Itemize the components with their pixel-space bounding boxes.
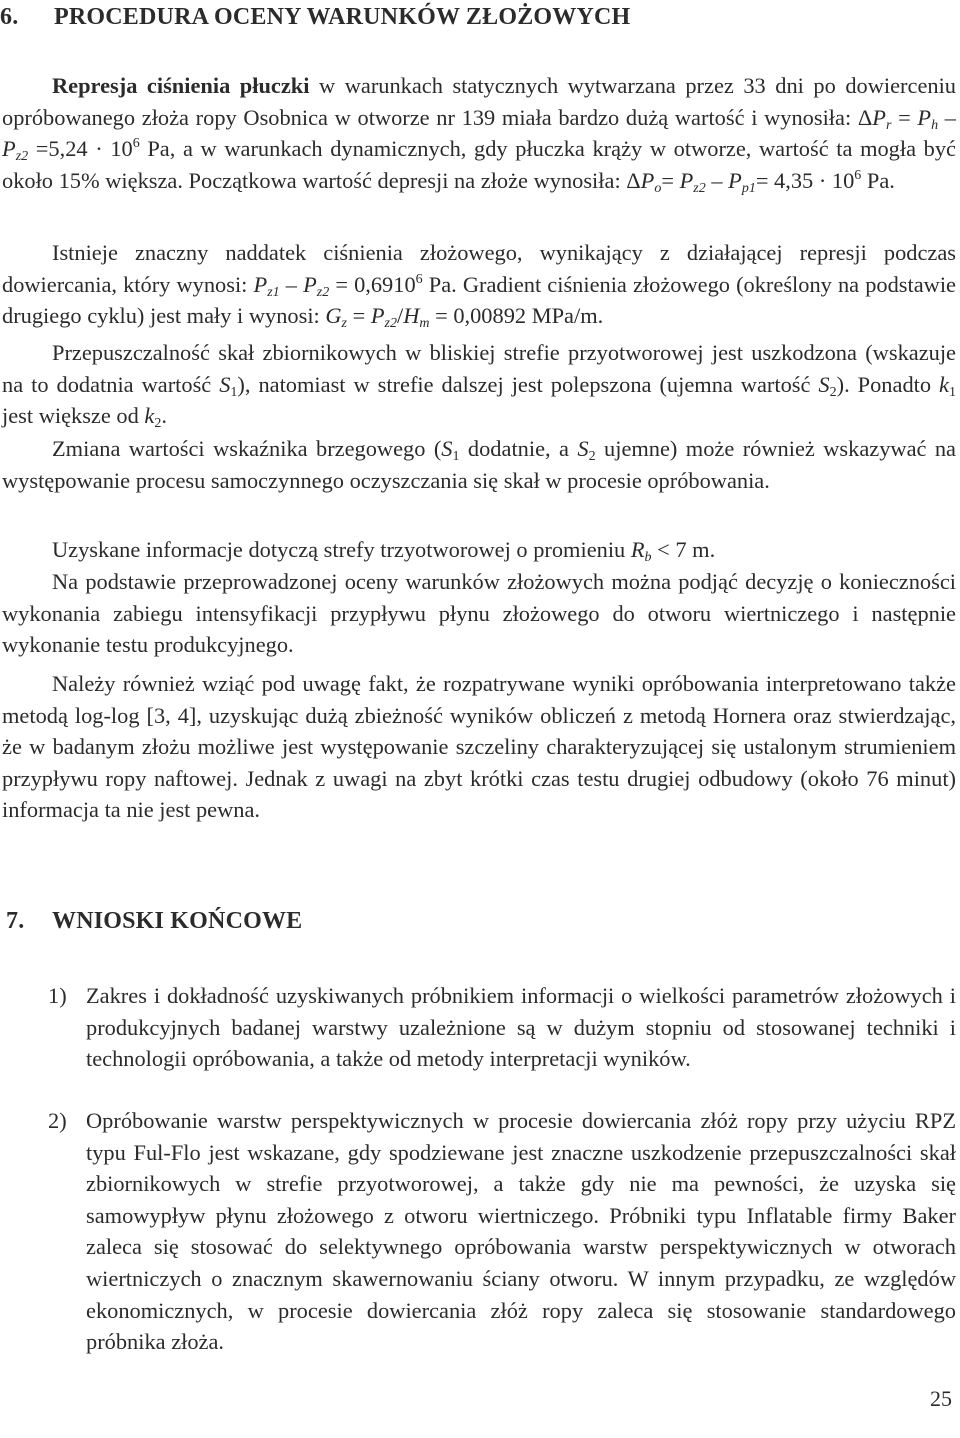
paragraph-decision: Na podstawie przeprowadzonej oceny warunków złożowych można podjąć decyzję o konieczności wykonania zabiegu intensyfikacji przypływu płynu złożowego do otworu wiertniczego i następnie wykonanie testu produkcyjnego. xyxy=(2,569,956,658)
section-title: WNIOSKI KOŃCOWE xyxy=(52,908,303,934)
paragraph-pressure-surplus: Istnieje znaczny naddatek ciśnienia złożowego, wynikający z działającej represji podczas dowiercania, który wynosi: $P_{z1} - P_{z2} = 0,6910^6$ Pa. Gradient ciśnienia złożowego (określony na podstawie drugiego cyklu) jest mały i wynosi: $G_z = P_{z2}/H_m = 0,00892$ MPa/m. xyxy=(2,240,956,332)
section-title: PROCEDURA OCENY WARUNKÓW ZŁOŻOWYCH xyxy=(54,4,631,30)
list-item-text: Opróbowanie warstw perspektywicznych w procesie dowiercania złóż ropy przy użyciu RPZ typu Ful-Flo jest wskazane, gdy spodziewane jest znaczne uszkodzenie przepuszczalności skał zbiornikowych w strefie przyotworowej, a także gdy nie ma pewności, że uzyska się samowypływ płynu złożowego z otworu wiertniczego. Próbniki typu Inflatable firmy Baker zaleca się stosować do selektywnego opróbowania warstw perspektywicznych w otworach wiertniczych o znacznym skawernowaniu ściany otworu. W innym przypadku, ze względów ekonomicznych, w procesie dowiercania złóż ropy zaleca się stosowanie standardowego próbnika złoża. xyxy=(86,1108,956,1355)
list-item xyxy=(48,980,956,1075)
section-heading-6 xyxy=(0,4,630,31)
paragraph-log-log: Należy również wziąć pod uwagę fakt, że rozpatrywane wyniki opróbowania interpretowano także metodą log-log [3, 4], uzyskując dużą zbieżność wyników obliczeń z metodą Hornera oraz stwierdzając, że w badanym złożu możliwe jest występowanie szczeliny charakteryzującej się ustalonym strumieniem przypływu ropy naftowej. Jednak z uwagi na zbyt krótki czas testu drugiej odbudowy (około 76 minut) informacja ta nie jest pewna. xyxy=(2,671,956,823)
list-item-text: Zakres i dokładność uzyskiwanych próbnikiem informacji o wielkości parametrów złożowych i produkcyjnych badanej warstwy uzależnione są w dużym stopniu od stosowanej techniki i technologii opróbowania, a także od metody interpretacji wyników. xyxy=(86,983,956,1072)
section-heading-7 xyxy=(6,908,302,935)
section-number: 7. xyxy=(6,908,25,934)
section-number: 6. xyxy=(0,4,19,30)
list-item xyxy=(48,1105,956,1358)
list-marker: 2) xyxy=(48,1108,67,1133)
paragraph-permeability: Przepuszczalność skał zbiornikowych w bliskiej strefie przyotworowej jest uszkodzona (wskazuje na to dodatnia wartość $S_1$), natomiast w strefie dalszej jest polepszona (ujemna wartość $S_2$). Ponadto $k_1$ jest większe od $k_2$. xyxy=(2,340,956,432)
page-number: 25 xyxy=(930,1386,952,1411)
paragraph-skin-factor: Zmiana wartości wskaźnika brzegowego ($S_1$ dodatnie, a $S_2$ ujemne) może również wskazywać na występowanie procesu samoczynnego oczyszczania się skał w procesie opróbowania. xyxy=(2,436,956,493)
paragraph-radius: Uzyskane informacje dotyczą strefy trzyotworowej o promieniu $R_b < 7$ m. xyxy=(52,537,716,565)
paragraph-pressure-repression: Represja ciśnienia płuczki w warunkach statycznych wytwarzana przez 33 dni po dowierceniu opróbowanego złoża ropy Osobnica w otworze nr 139 miała bardzo dużą wartość i wynosiła: $\Delta P_r = P_h - P_{z2} =5,24 \cdot 10^6$ Pa, a w warunkach dynamicznych, gdy płuczka krąży w otworze, wartość ta mogła być około 15% większa. Początkowa wartość depresji na złoże wynosiła: $\Delta P_o= P_{z2} - P_{p1}= 4,35 \cdot 10^6$ Pa. xyxy=(2,73,956,196)
list-marker: 1) xyxy=(48,983,67,1008)
